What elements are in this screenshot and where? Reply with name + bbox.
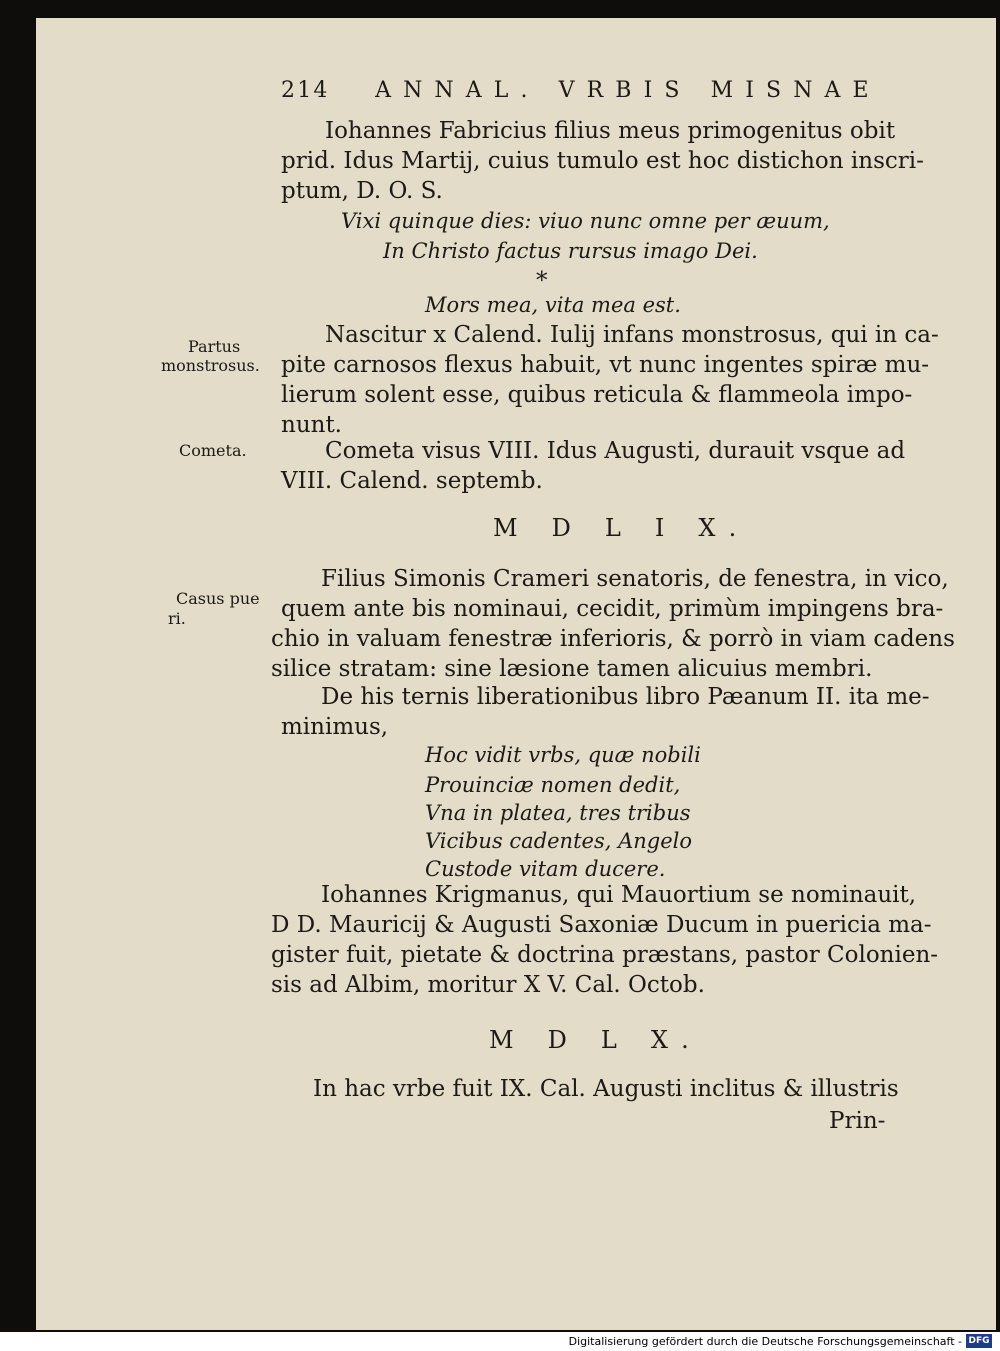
poem-line: Vna in platea, tres tribus: [425, 801, 691, 825]
text-line: prid. Idus Martij, cuius tumulo est hoc distichon inscri-: [281, 148, 924, 174]
running-title: ANNAL. VRBIS MISNAE: [375, 78, 881, 103]
margin-note: Cometa.: [179, 441, 247, 460]
text-line: silice stratam: sine læsione tamen alicuius membri.: [271, 656, 873, 682]
text-line: Iohannes Fabricius filius meus primogenitus obit: [325, 118, 896, 144]
text-line: Nascitur x Calend. Iulij infans monstrosus, qui in ca-: [325, 322, 939, 348]
year-heading: M D L X.: [489, 1026, 702, 1054]
text-line: minimus,: [281, 714, 389, 740]
text-line: D D. Mauricij & Augusti Saxoniæ Ducum in puericia ma-: [271, 912, 932, 938]
motto: Mors mea, vita mea est.: [425, 293, 681, 317]
margin-note: monstrosus.: [161, 356, 260, 375]
text-line: ptum, D. O. S.: [281, 178, 443, 204]
year-heading: M D L I X.: [493, 514, 750, 542]
poem-line: Custode vitam ducere.: [425, 857, 666, 881]
book-page: [36, 18, 996, 1330]
page-header: [281, 78, 881, 103]
distich-line: In Christo factus rursus imago Dei.: [383, 239, 758, 263]
margin-note: Casus pue: [176, 589, 260, 608]
text-line: Filius Simonis Crameri senatoris, de fenestra, in vico,: [321, 566, 949, 592]
text-line: sis ad Albim, moritur X V. Cal. Octob.: [271, 972, 705, 998]
text-line: chio in valuam fenestræ inferioris, & porrò in viam cadens: [271, 626, 955, 652]
poem-line: Prouinciæ nomen dedit,: [425, 773, 681, 797]
margin-note: Partus: [188, 337, 241, 356]
text-line: Iohannes Krigmanus, qui Mauortium se nominauit,: [321, 882, 917, 908]
text-line: VIII. Calend. septemb.: [281, 468, 543, 494]
asterisk: *: [536, 268, 548, 294]
text-line: pite carnosos flexus habuit, vt nunc ingentes spiræ mu-: [281, 352, 930, 378]
text-line: lierum solent esse, quibus reticula & flammeola impo-: [281, 382, 913, 408]
text-line: In hac vrbe fuit IX. Cal. Augusti inclitus & illustris: [313, 1076, 899, 1102]
text-line: nunt.: [281, 412, 342, 438]
dfg-logo: DFG: [966, 1334, 992, 1348]
footer-bar: [0, 1332, 1000, 1351]
text-line: De his ternis liberationibus libro Pæanum II. ita me-: [321, 684, 930, 710]
distich-line: Vixi quinque dies: viuo nunc omne per æuum,: [341, 209, 830, 233]
text-line: quem ante bis nominaui, cecidit, primùm impingens bra-: [281, 596, 944, 622]
page-number: 214: [281, 78, 330, 103]
margin-note: ri.: [168, 609, 186, 628]
footer-credit: Digitalisierung gefördert durch die Deutsche Forschungsgemeinschaft -: [568, 1335, 962, 1348]
text-line: gister fuit, pietate & doctrina præstans, pastor Colonien-: [271, 942, 939, 968]
text-line: Cometa visus VIII. Idus Augusti, durauit vsque ad: [325, 438, 906, 464]
poem-line: Hoc vidit vrbs, quæ nobili: [425, 743, 701, 767]
poem-line: Vicibus cadentes, Angelo: [425, 829, 693, 853]
catchword: Prin-: [829, 1108, 886, 1134]
